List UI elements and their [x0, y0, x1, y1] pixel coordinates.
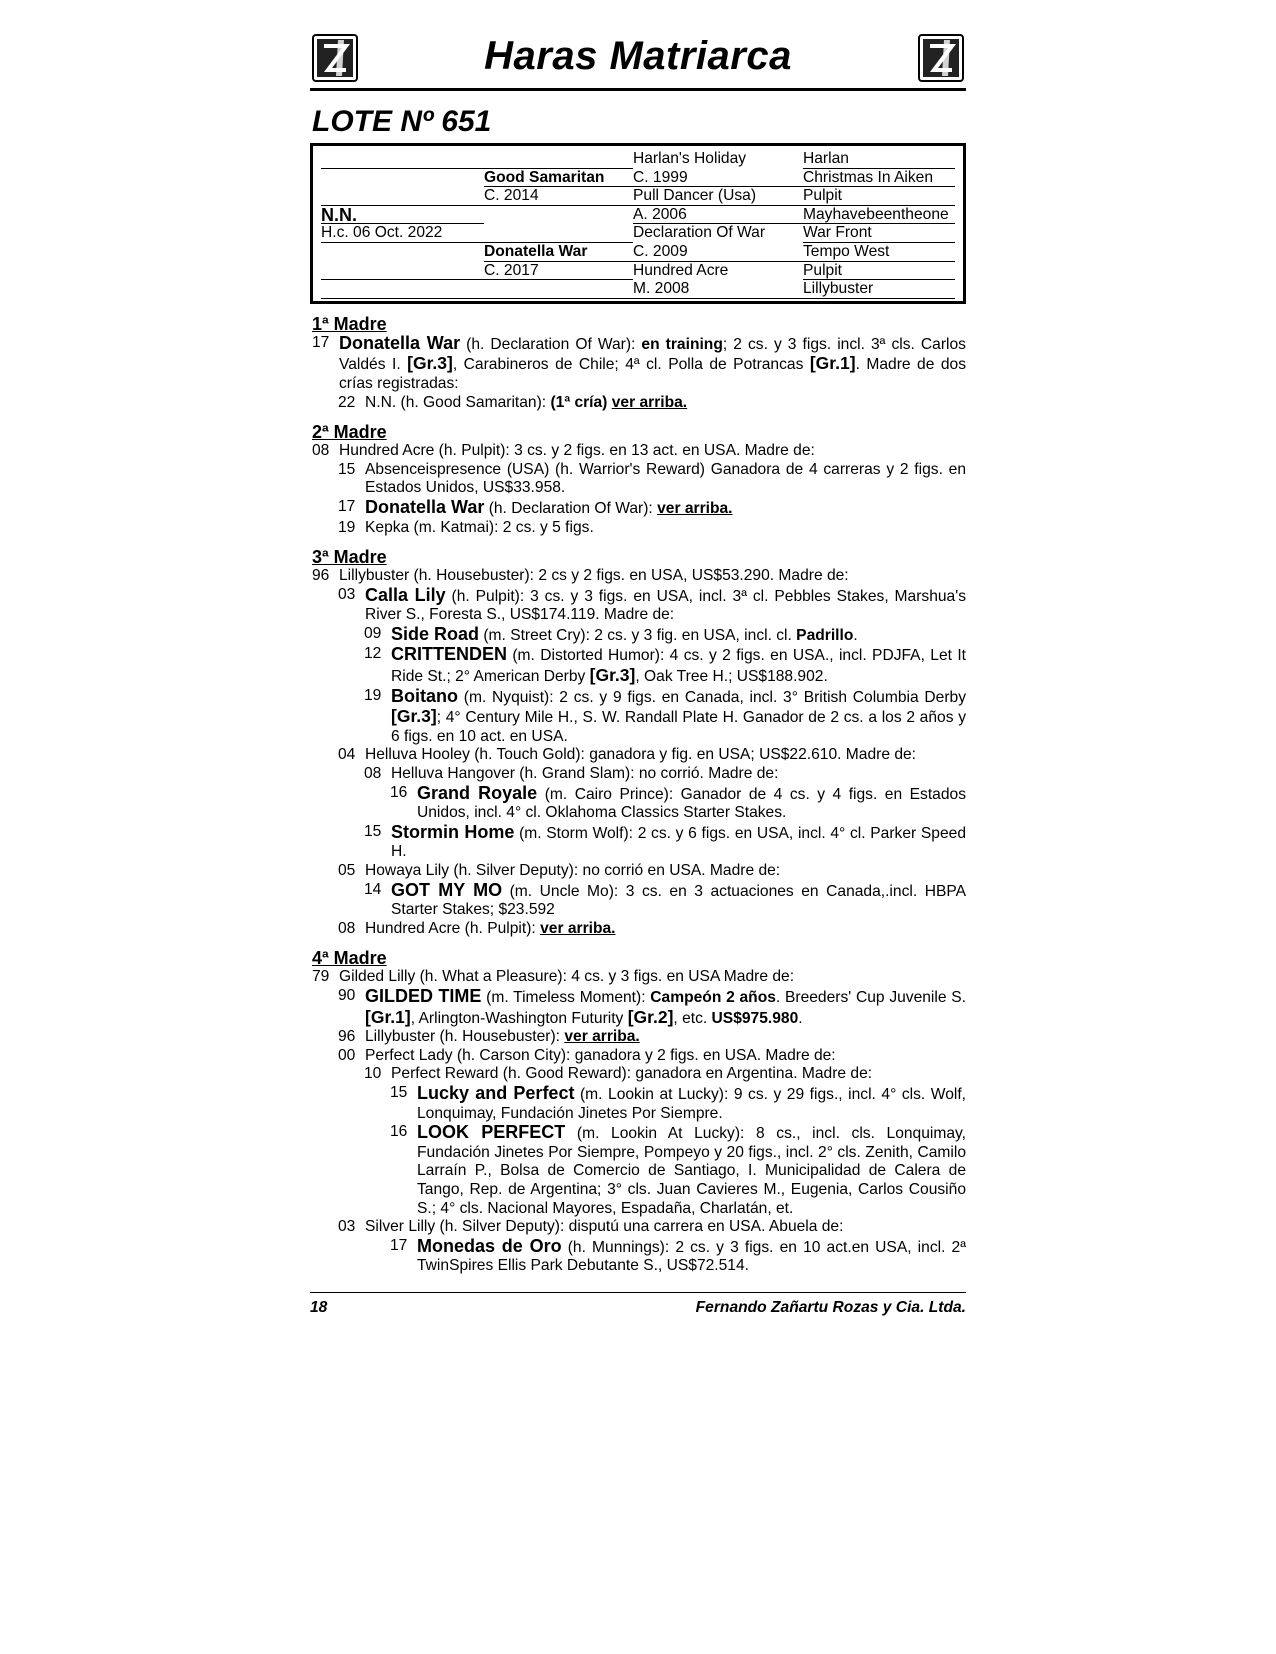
- list-item: 08 Hundred Acre (h. Pulpit): 3 cs. y 2 figs. en 13 act. en USA. Madre de:: [312, 442, 815, 460]
- cross-reference-link[interactable]: ver arriba.: [657, 499, 733, 517]
- list-item: 08 Hundred Acre (h. Pulpit): ver arriba.: [338, 919, 616, 937]
- list-item: 96 Lillybuster (h. Housebuster): ver arriba.: [338, 1028, 640, 1046]
- pedigree-table: [310, 143, 966, 304]
- foal-birth-date: H.c. 06 Oct. 2022: [321, 224, 484, 243]
- list-item: 16 Grand Royale (m. Cairo Prince): Ganador de 4 cs. y 4 figs. en Estados Unidos, incl. 4° cl. Oklahoma Classics Starter Stakes.: [390, 782, 966, 822]
- company-name: Fernando Zañartu Rozas y Cia. Ltda.: [695, 1298, 966, 1316]
- horse-name: Donatella War: [339, 332, 461, 353]
- list-item: 22 N.N. (h. Good Samaritan): (1ª cría) ver arriba.: [338, 393, 688, 411]
- list-item: 17 Donatella War (h. Declaration Of War): en training; 2 cs. y 3 figs. incl. 3ª cls. Carlos Valdés I. [Gr.3], Carabineros de Chile; 4ª cl. Polla de Potrancas [Gr.1]. Madre de dos crías registradas:: [312, 332, 966, 392]
- cross-reference-link[interactable]: ver arriba.: [540, 919, 616, 937]
- pedigree-cell: [321, 150, 484, 169]
- pedigree-cell: [484, 280, 633, 299]
- pedigree-cell: Harlan's Holiday: [633, 150, 747, 167]
- horse-name: Donatella War: [365, 496, 485, 517]
- pedigree-cell: War Front: [803, 224, 955, 243]
- pedigree-row: [321, 169, 955, 188]
- section-heading: 1ª Madre: [312, 313, 387, 334]
- horse-name: GILDED TIME: [365, 985, 482, 1006]
- pedigree-cell: Lillybuster: [803, 280, 955, 299]
- pedigree-cell: [484, 150, 633, 169]
- section-heading: 4ª Madre: [312, 948, 387, 969]
- horse-name: Stormin Home: [391, 821, 515, 842]
- grade-badge: [Gr.1]: [809, 353, 856, 374]
- pedigree-cell: [321, 280, 484, 299]
- list-item: 17 Donatella War (h. Declaration Of War): ver arriba.: [338, 496, 733, 517]
- list-item: 03 Calla Lily (h. Pulpit): 3 cs. y 3 figs. en USA, incl. 3ª cl. Pebbles Stakes, Marshua's River S., Foresta S., US$174.119. Madre de:: [338, 584, 967, 624]
- list-item: 17 Monedas de Oro (h. Munnings): 2 cs. y 3 figs. en 10 act.en USA, incl. 2ª TwinSpires Ellis Park Debutante S., US$72.514.: [390, 1235, 966, 1275]
- list-item: 05 Howaya Lily (h. Silver Deputy): no corrió en USA. Madre de:: [338, 862, 781, 879]
- dam-name: Donatella War: [484, 243, 633, 262]
- pedigree-cell: A. 2006: [633, 206, 803, 225]
- list-item: 00 Perfect Lady (h. Carson City): ganadora y 2 figs. en USA. Madre de:: [338, 1046, 836, 1064]
- list-item: 15 Stormin Home (m. Storm Wolf): 2 cs. y 6 figs. en USA, incl. 4° cl. Parker Speed H.: [364, 821, 966, 861]
- horse-name: Lucky and Perfect: [417, 1082, 575, 1103]
- list-item: 03 Silver Lilly (h. Silver Deputy): disputú una carrera en USA. Abuela de:: [338, 1218, 844, 1236]
- pedigree-cell: [321, 262, 484, 281]
- list-item: 14 GOT MY MO (m. Uncle Mo): 3 cs. en 3 actuaciones en Canada,.incl. HBPA Starter Stakes; $23.592: [364, 879, 966, 919]
- pedigree-cell: Harlan: [803, 150, 955, 169]
- list-item: 15 Lucky and Perfect (m. Lookin at Lucky): 9 cs. y 29 figs., incl. 4° cls. Wolf, Lonquimay, Fundación Jinetes Por Siempre.: [390, 1082, 966, 1122]
- pedigree-cell: Pull Dancer (Usa): [633, 187, 803, 206]
- horse-name: LOOK PERFECT: [417, 1122, 566, 1143]
- lot-number: LOTE Nº 651: [312, 105, 492, 138]
- pedigree-row: [321, 243, 955, 262]
- list-item: 04 Helluva Hooley (h. Touch Gold): ganadora y fig. en USA; US$22.610. Madre de:: [338, 746, 917, 764]
- pedigree-cell: C. 2014: [484, 187, 633, 206]
- grade-badge: [Gr.2]: [627, 1006, 674, 1027]
- page-number: 18: [310, 1298, 328, 1316]
- cross-reference-link[interactable]: ver arriba.: [564, 1028, 640, 1046]
- catalog-page: [310, 30, 966, 1317]
- pedigree-cell: [484, 224, 633, 243]
- horse-name: Boitano: [391, 685, 458, 706]
- pedigree-cell: C. 1999: [633, 169, 803, 188]
- list-item: 16 LOOK PERFECT (m. Lookin At Lucky): 8 cs., incl. cls. Lonquimay, Fundación Jinetes Por Siempre, Pompeyo y 20 figs., incl. 2° cls. Zenith, Camilo Larraín P., Bolsa de Comercio de Santiago, I. Municipalidad de Calera de Tango, Rep. de Argentina; 3° cls. Juan Cavieres M., Eugenia, Carlos Cousiño S.; 4° cls. Nacional Mayores, Espadaña, Charlatán, et.: [390, 1122, 966, 1217]
- pedigree-cell: Pulpit: [803, 262, 955, 281]
- list-item: 08 Helluva Hangover (h. Grand Slam): no corrió. Madre de:: [364, 765, 779, 783]
- list-item: 12 CRITTENDEN (m. Distorted Humor): 4 cs. y 2 figs. en USA., incl. PDJFA, Let It Ride St.; 2° American Derby [Gr.3], Oak Tree H.; US$188.902.: [364, 644, 966, 686]
- pedigree-row: [321, 224, 955, 243]
- pedigree-cell: M. 2008: [633, 280, 803, 299]
- horse-name: CRITTENDEN: [391, 644, 507, 665]
- foal-name: N.N.: [321, 206, 484, 225]
- pedigree-row: [321, 262, 955, 281]
- grade-badge: [Gr.3]: [391, 706, 437, 727]
- pedigree-cell: [321, 169, 484, 188]
- haras-crest-icon: [918, 34, 964, 82]
- pedigree-cell: [321, 187, 484, 206]
- grade-badge: [Gr.1]: [365, 1006, 411, 1027]
- grade-badge: [Gr.3]: [589, 665, 636, 686]
- sire-name: Good Samaritan: [484, 169, 633, 188]
- pedigree-cell: Christmas In Aiken: [803, 169, 955, 188]
- list-item: 79 Gilded Lilly (h. What a Pleasure): 4 cs. y 3 figs. en USA Madre de:: [312, 968, 795, 986]
- grade-badge: [Gr.3]: [407, 353, 453, 374]
- horse-name: Side Road: [391, 623, 480, 644]
- pedigree-row: [321, 187, 955, 206]
- section-heading: 3ª Madre: [312, 547, 387, 568]
- pedigree-row: [321, 280, 955, 299]
- pedigree-row: [321, 206, 955, 225]
- list-item: 10 Perfect Reward (h. Good Reward): ganadora en Argentina. Madre de:: [364, 1065, 873, 1083]
- list-item: 19 Boitano (m. Nyquist): 2 cs. y 9 figs. en Canada, incl. 3° British Columbia Derby [Gr.3]; 4° Century Mile H., S. W. Randall Plate H. Ganador de 2 cs. a los 2 años y 6 figs. en 10 act. en USA.: [364, 685, 966, 745]
- list-item: 15 Absenceispresence (USA) (h. Warrior's Reward) Ganadora de 4 carreras y 2 figs. en Estados Unidos, US$33.958.: [338, 460, 966, 497]
- pedigree-cell: [484, 206, 633, 225]
- section-heading: 2ª Madre: [312, 422, 387, 443]
- list-item: 19 Kepka (m. Katmai): 2 cs. y 5 figs.: [338, 518, 594, 536]
- pedigree-cell: C. 2017: [484, 262, 633, 281]
- pedigree-cell: Tempo West: [803, 243, 955, 262]
- pedigree-cell: Mayhavebeentheone: [803, 206, 955, 225]
- pedigree-cell: Pulpit: [803, 187, 955, 206]
- list-item: 09 Side Road (m. Street Cry): 2 cs. y 3 fig. en USA, incl. cl. Padrillo.: [364, 623, 858, 644]
- horse-name: Monedas de Oro: [417, 1235, 562, 1256]
- horse-name: Calla Lily: [365, 584, 446, 605]
- pedigree-cell: C. 2009: [633, 243, 803, 262]
- page-footer: [310, 1292, 966, 1317]
- list-item: 96 Lillybuster (h. Housebuster): 2 cs y 2 figs. en USA, US$53.290. Madre de:: [312, 567, 849, 585]
- list-item: 90 GILDED TIME (m. Timeless Moment): Campeón 2 años. Breeders' Cup Juvenile S. [Gr.1], Arlington-Washington Futurity [Gr.2], etc. US$975.980.: [338, 985, 967, 1027]
- pedigree-row: [321, 150, 955, 169]
- page-title: Haras Matriarca: [484, 34, 792, 78]
- pedigree-cell: Declaration Of War: [633, 224, 766, 242]
- pedigree-cell: [321, 243, 484, 262]
- horse-name: Grand Royale: [417, 782, 538, 803]
- horse-name: GOT MY MO: [391, 879, 503, 900]
- page-header: [310, 30, 966, 91]
- cross-reference-link[interactable]: ver arriba.: [611, 393, 688, 411]
- pedigree-cell: Hundred Acre: [633, 261, 729, 279]
